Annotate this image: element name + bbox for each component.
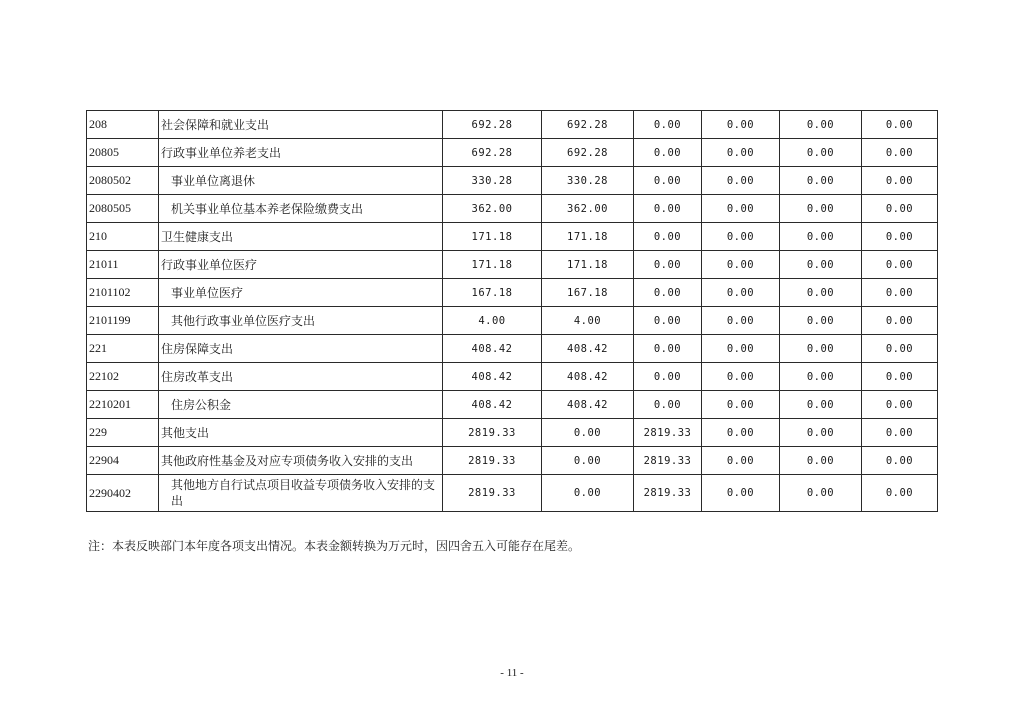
table-row [87,475,938,512]
amount-cell: 0.00 [702,139,780,167]
amount-cell: 0.00 [702,447,780,475]
subject-code-cell: 2080505 [87,195,159,223]
amount-cell: 0.00 [634,335,702,363]
subject-code-cell: 22102 [87,363,159,391]
subject-name-cell: 其他支出 [159,419,443,447]
subject-name-cell: 行政事业单位养老支出 [159,139,443,167]
subject-name-cell: 社会保障和就业支出 [159,111,443,139]
amount-cell: 408.42 [542,363,634,391]
amount-cell: 0.00 [862,111,938,139]
amount-cell: 0.00 [702,391,780,419]
amount-cell: 362.00 [443,195,542,223]
amount-cell: 0.00 [780,167,862,195]
amount-cell: 0.00 [862,139,938,167]
amount-cell: 362.00 [542,195,634,223]
amount-cell: 2819.33 [634,419,702,447]
table-row [87,279,938,307]
table-row [87,419,938,447]
subject-name-cell: 其他政府性基金及对应专项债务收入安排的支出 [159,447,443,475]
amount-cell: 0.00 [862,223,938,251]
page-number: - 11 - [500,667,524,679]
amount-cell: 171.18 [443,223,542,251]
amount-cell: 0.00 [634,111,702,139]
amount-cell: 0.00 [780,475,862,512]
table-row [87,195,938,223]
table-row [87,335,938,363]
subject-code-cell: 20805 [87,139,159,167]
subject-name-cell: 机关事业单位基本养老保险缴费支出 [159,195,443,223]
amount-cell: 0.00 [702,167,780,195]
amount-cell: 0.00 [702,307,780,335]
amount-cell: 408.42 [542,391,634,419]
table-row [87,111,938,139]
amount-cell: 0.00 [862,279,938,307]
amount-cell: 692.28 [443,111,542,139]
amount-cell: 171.18 [542,223,634,251]
amount-cell: 0.00 [862,391,938,419]
amount-cell: 0.00 [780,419,862,447]
amount-cell: 692.28 [443,139,542,167]
amount-cell: 0.00 [862,167,938,195]
amount-cell: 0.00 [862,447,938,475]
amount-cell: 0.00 [780,223,862,251]
amount-cell: 0.00 [862,475,938,512]
amount-cell: 4.00 [542,307,634,335]
amount-cell: 0.00 [780,391,862,419]
table-note: 注：本表反映部门本年度各项支出情况。本表金额转换为万元时，因四舍五入可能存在尾差。 [88,539,581,553]
subject-code-cell: 229 [87,419,159,447]
table-row [87,447,938,475]
table-row [87,307,938,335]
amount-cell: 0.00 [542,475,634,512]
amount-cell: 0.00 [702,475,780,512]
amount-cell: 0.00 [862,251,938,279]
amount-cell: 0.00 [702,363,780,391]
subject-name-cell: 行政事业单位医疗 [159,251,443,279]
table-row [87,391,938,419]
subject-code-cell: 210 [87,223,159,251]
amount-cell: 408.42 [443,391,542,419]
subject-code-cell: 2210201 [87,391,159,419]
subject-code-cell: 208 [87,111,159,139]
subject-name-cell: 住房公积金 [159,391,443,419]
subject-name-cell: 住房保障支出 [159,335,443,363]
amount-cell: 0.00 [862,195,938,223]
amount-cell: 171.18 [542,251,634,279]
subject-code-cell: 21011 [87,251,159,279]
amount-cell: 0.00 [702,251,780,279]
subject-code-cell: 2290402 [87,475,159,512]
subject-name-cell: 住房改革支出 [159,363,443,391]
amount-cell: 0.00 [634,391,702,419]
amount-cell: 2819.33 [443,475,542,512]
amount-cell: 408.42 [542,335,634,363]
table-row [87,363,938,391]
amount-cell: 0.00 [634,139,702,167]
amount-cell: 0.00 [702,195,780,223]
subject-code-cell: 221 [87,335,159,363]
amount-cell: 0.00 [634,167,702,195]
amount-cell: 0.00 [862,335,938,363]
amount-cell: 0.00 [634,279,702,307]
amount-cell: 0.00 [542,419,634,447]
amount-cell: 0.00 [702,111,780,139]
subject-name-cell: 其他行政事业单位医疗支出 [159,307,443,335]
amount-cell: 0.00 [862,363,938,391]
subject-name-cell: 其他地方自行试点项目收益专项债务收入安排的支出 [159,475,443,512]
amount-cell: 2819.33 [443,447,542,475]
table-row [87,223,938,251]
amount-cell: 0.00 [634,223,702,251]
amount-cell: 0.00 [780,335,862,363]
amount-cell: 0.00 [780,111,862,139]
amount-cell: 2819.33 [634,475,702,512]
amount-cell: 0.00 [702,279,780,307]
expenditure-table [86,110,938,512]
table-row [87,251,938,279]
amount-cell: 0.00 [780,195,862,223]
amount-cell: 0.00 [780,279,862,307]
amount-cell: 0.00 [702,419,780,447]
table-row [87,167,938,195]
subject-code-cell: 2080502 [87,167,159,195]
amount-cell: 0.00 [634,195,702,223]
subject-name-cell: 事业单位医疗 [159,279,443,307]
amount-cell: 0.00 [702,223,780,251]
amount-cell: 0.00 [862,419,938,447]
amount-cell: 2819.33 [443,419,542,447]
amount-cell: 2819.33 [634,447,702,475]
amount-cell: 171.18 [443,251,542,279]
amount-cell: 0.00 [634,251,702,279]
amount-cell: 0.00 [702,335,780,363]
table-row [87,139,938,167]
amount-cell: 0.00 [780,307,862,335]
amount-cell: 0.00 [542,447,634,475]
subject-name-cell: 卫生健康支出 [159,223,443,251]
amount-cell: 408.42 [443,335,542,363]
amount-cell: 0.00 [780,363,862,391]
amount-cell: 0.00 [780,139,862,167]
amount-cell: 0.00 [634,363,702,391]
subject-code-cell: 22904 [87,447,159,475]
subject-code-cell: 2101102 [87,279,159,307]
amount-cell: 0.00 [634,307,702,335]
amount-cell: 330.28 [542,167,634,195]
amount-cell: 692.28 [542,139,634,167]
amount-cell: 0.00 [862,307,938,335]
amount-cell: 4.00 [443,307,542,335]
subject-code-cell: 2101199 [87,307,159,335]
amount-cell: 0.00 [780,447,862,475]
amount-cell: 408.42 [443,363,542,391]
table-body [87,111,938,512]
amount-cell: 692.28 [542,111,634,139]
amount-cell: 330.28 [443,167,542,195]
subject-name-cell: 事业单位离退休 [159,167,443,195]
amount-cell: 0.00 [780,251,862,279]
amount-cell: 167.18 [542,279,634,307]
amount-cell: 167.18 [443,279,542,307]
